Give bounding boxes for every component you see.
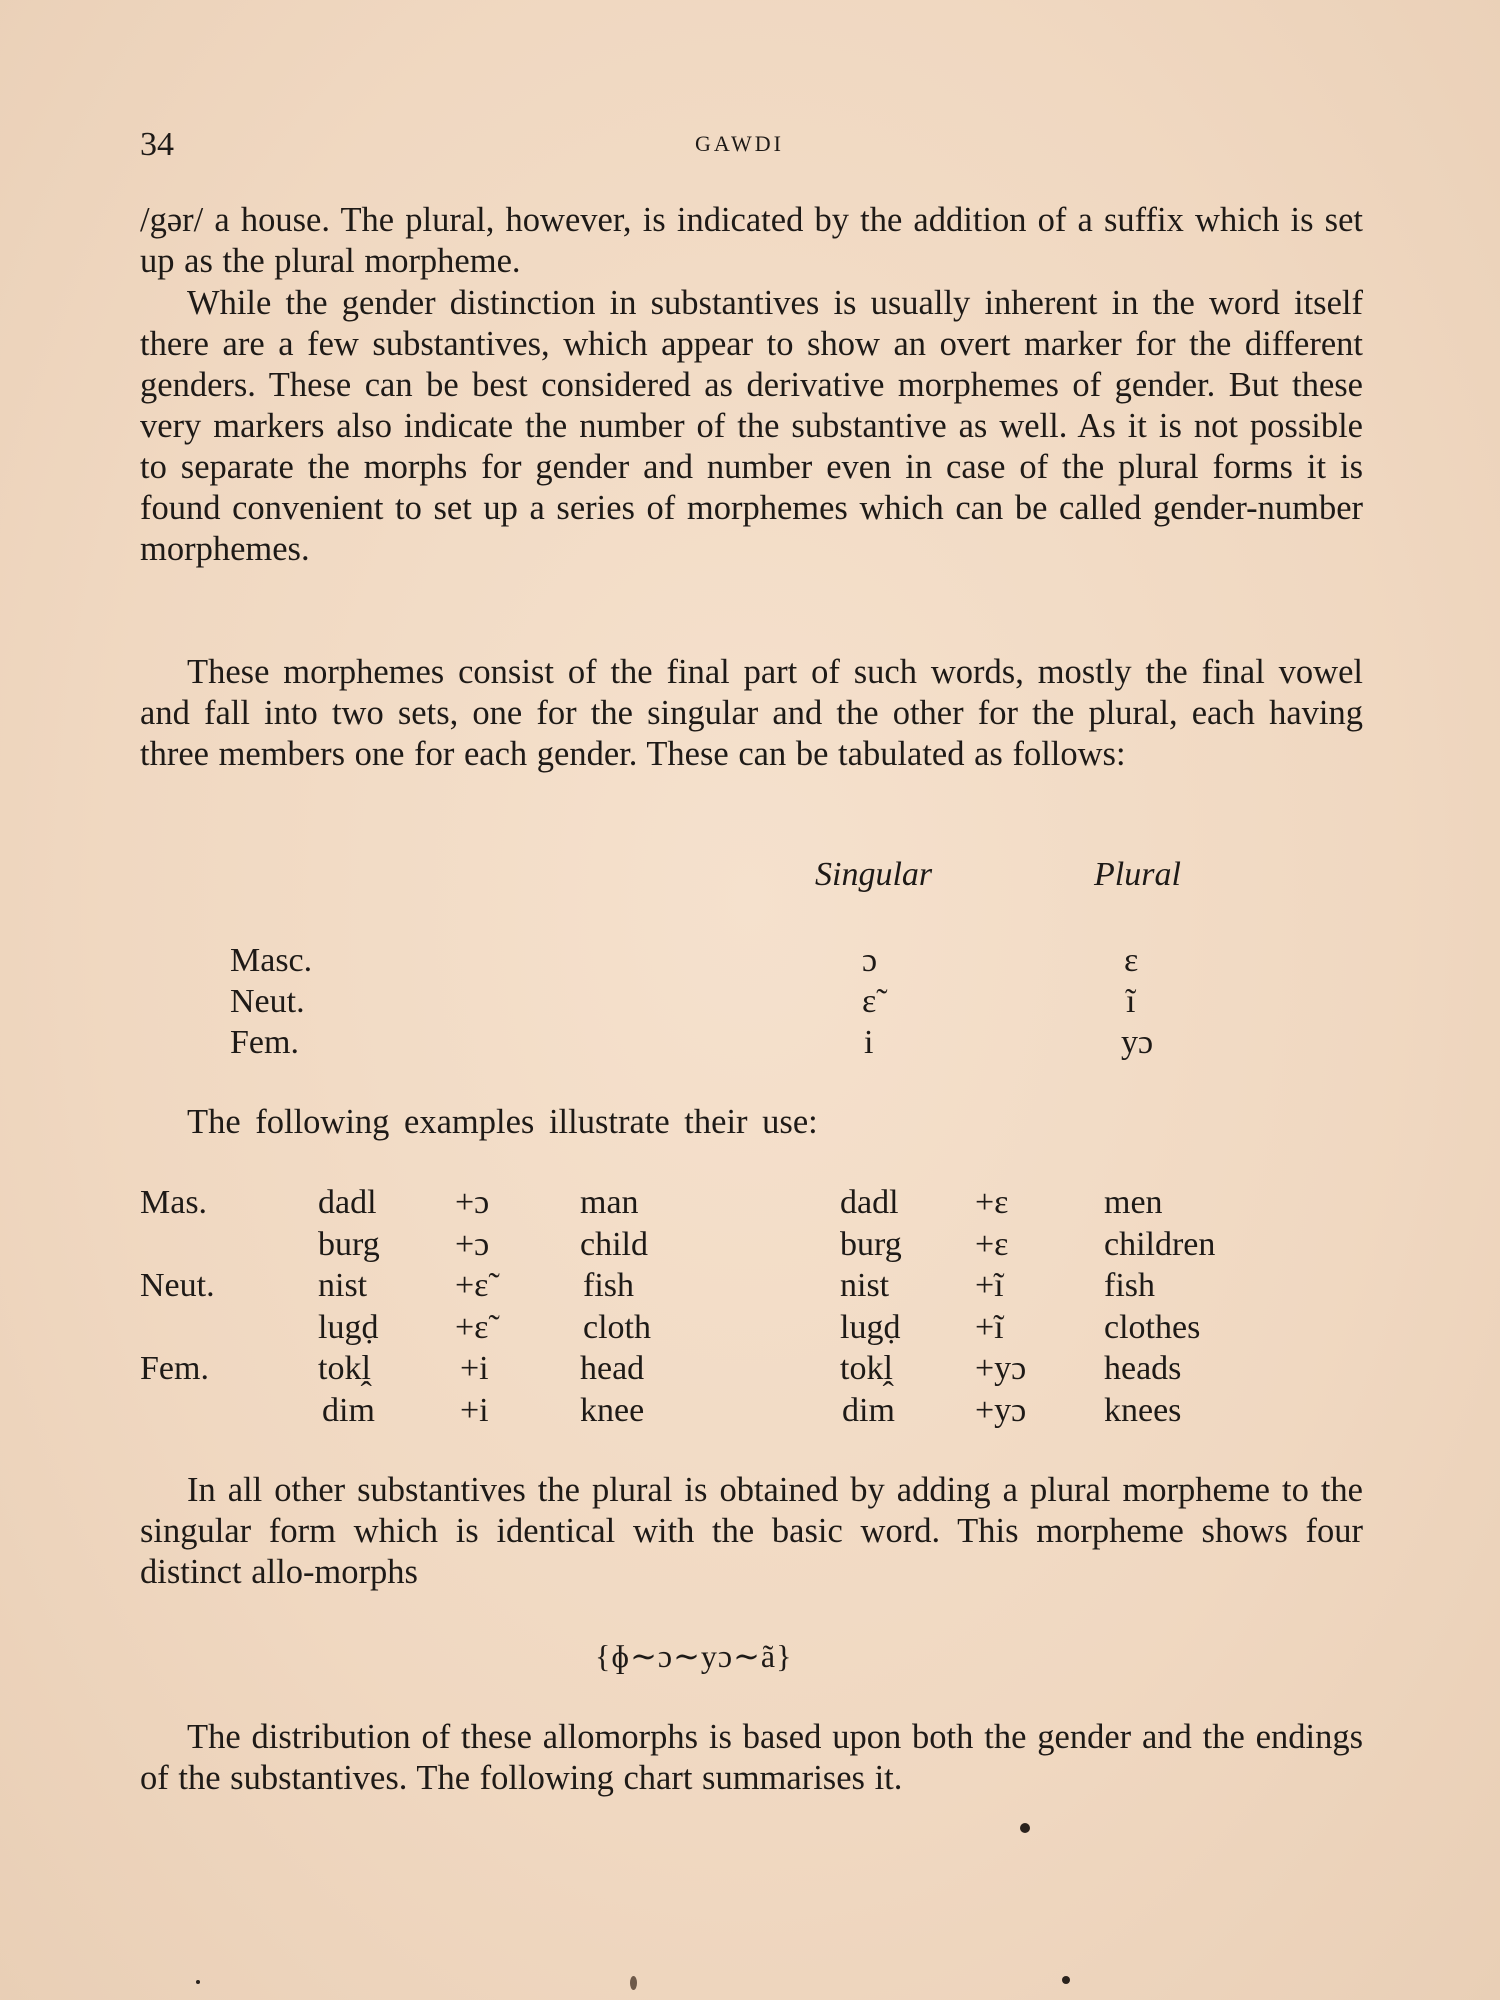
example-plural-stem: lugḍ (840, 1309, 901, 1346)
example-singular-stem: tokḽ (318, 1350, 371, 1387)
example-plural-gloss: children (1104, 1226, 1216, 1263)
example-plural-stem: tokḽ (840, 1350, 893, 1387)
ink-spot (1062, 1976, 1070, 1984)
example-singular-gloss: child (580, 1226, 648, 1263)
example-plural-suffix: +ɛ (975, 1226, 1009, 1263)
example-singular-stem: burg (318, 1226, 380, 1263)
example-plural-gloss: fish (1104, 1267, 1155, 1304)
column-header-plural: Plural (1094, 856, 1181, 893)
cell-masc-plural: ɛ (1124, 942, 1139, 979)
example-singular-gloss: fish (583, 1267, 634, 1304)
row-label-fem: Fem. (230, 1024, 299, 1061)
example-singular-gloss: man (580, 1184, 639, 1221)
example-gender: Fem. (140, 1350, 209, 1387)
cell-masc-singular: ɔ (862, 942, 878, 979)
paragraph-2: While the gender distinction in substantives is usually inherent in the word itself there are a few substantives, which appear to show an overt marker for the different genders. These can be best considered as derivative morphemes of gender. But these very markers also indicate the number of the substantive as well. As it is not possible to separate the morphs for gender and number even in case of the plural forms it is found convenient to set up a series of morphemes which can be called gender-number morphemes. (140, 284, 1363, 568)
example-singular-stem: lugḍ (318, 1309, 379, 1346)
example-plural-gloss: knees (1104, 1392, 1182, 1429)
row-label-masc: Masc. (230, 942, 313, 979)
example-plural-suffix: +yɔ (975, 1392, 1027, 1429)
ink-spot (196, 1980, 200, 1984)
cell-neut-singular: ɛ̃ (862, 983, 877, 1020)
example-plural-stem: nist (840, 1267, 890, 1304)
example-singular-suffix: +i (460, 1392, 489, 1429)
example-singular-stem: dim (322, 1392, 375, 1429)
example-plural-stem: burg (840, 1226, 902, 1263)
cell-fem-plural: yɔ (1121, 1024, 1154, 1061)
column-header-singular: Singular (815, 856, 933, 893)
page-number: 34 (140, 126, 174, 163)
paragraph-5: The distribution of these allomorphs is based upon both the gender and the endings of the substantives. The following chart summarises it. (140, 1718, 1363, 1797)
example-singular-gloss: cloth (583, 1309, 651, 1346)
example-plural-suffix: +ĩ (975, 1309, 1004, 1346)
cell-fem-singular: i (864, 1024, 874, 1061)
running-head: GAWDI (695, 131, 784, 156)
example-singular-suffix: +ɔ (455, 1184, 490, 1221)
allomorph-formula: {ɸ∼ɔ∼yɔ∼ã} (595, 1638, 793, 1674)
example-singular-stem: nist (318, 1267, 368, 1304)
example-plural-stem: dim (842, 1392, 895, 1429)
ink-spot (1020, 1823, 1030, 1833)
examples-intro: The following examples illustrate their use: (187, 1103, 818, 1141)
example-singular-stem: dadl (318, 1184, 377, 1221)
example-singular-suffix: +ɛ̃ (455, 1309, 489, 1346)
example-plural-suffix: +ɛ (975, 1184, 1009, 1221)
example-singular-gloss: knee (580, 1392, 645, 1429)
paragraph-1: /gər/ a house. The plural, however, is indicated by the addition of a suffix which is set up as the plural morpheme. (140, 201, 1363, 280)
example-plural-gloss: heads (1104, 1350, 1182, 1387)
example-gender: Mas. (140, 1184, 208, 1221)
row-label-neut: Neut. (230, 983, 305, 1020)
ink-spot (630, 1976, 637, 1990)
example-singular-suffix: +ɔ (455, 1226, 490, 1263)
example-plural-gloss: clothes (1104, 1309, 1201, 1346)
paragraph-3: These morphemes consist of the final part of such words, mostly the final vowel and fall into two sets, one for the singular and the other for the plural, each having three members one for each gender. These can be tabulated as follows: (140, 653, 1363, 773)
example-gender: Neut. (140, 1267, 215, 1304)
example-singular-suffix: +i (460, 1350, 489, 1387)
example-singular-suffix: +ɛ̃ (455, 1267, 489, 1304)
cell-neut-plural: ĩ (1126, 983, 1136, 1020)
example-plural-gloss: men (1104, 1184, 1163, 1221)
paragraph-4: In all other substantives the plural is obtained by adding a plural morpheme to the singular form which is identical with the basic word. This morpheme shows four distinct allo-morphs (140, 1471, 1363, 1591)
example-plural-suffix: +ĩ (975, 1267, 1004, 1304)
example-plural-suffix: +yɔ (975, 1350, 1027, 1387)
example-singular-gloss: head (580, 1350, 645, 1387)
example-plural-stem: dadl (840, 1184, 899, 1221)
